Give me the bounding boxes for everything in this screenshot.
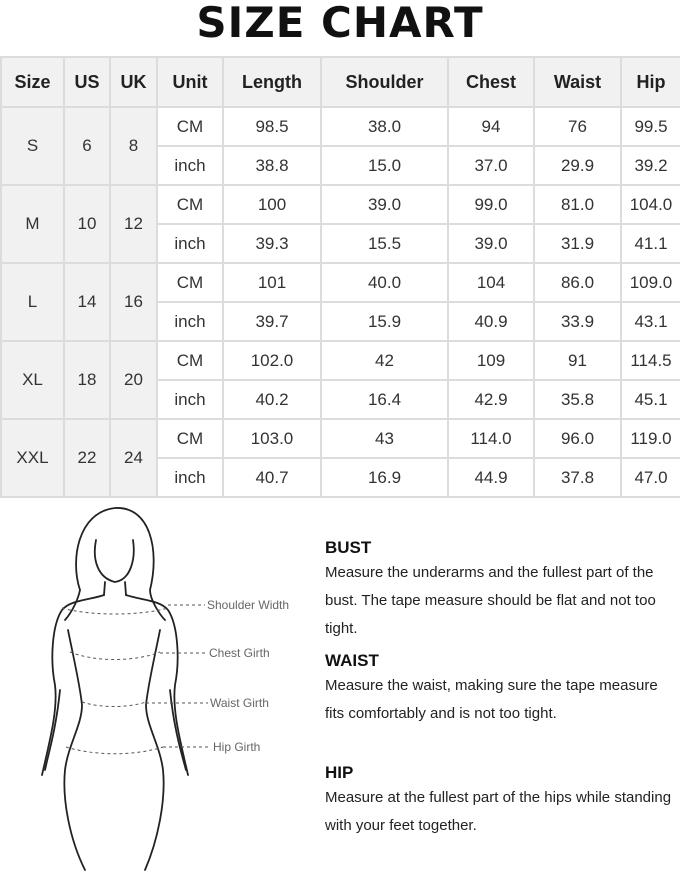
shoulder-cell: 40.0 bbox=[321, 263, 448, 302]
us-cell: 18 bbox=[64, 341, 110, 419]
unit-cell: inch bbox=[157, 380, 223, 419]
page-title: SIZE CHART bbox=[196, 0, 484, 47]
column-header: Shoulder bbox=[321, 57, 448, 107]
length-cell: 98.5 bbox=[223, 107, 321, 146]
waist-cell: 81.0 bbox=[534, 185, 621, 224]
size-cell: XL bbox=[1, 341, 64, 419]
us-cell: 14 bbox=[64, 263, 110, 341]
table-row bbox=[1, 263, 680, 302]
hip-cell: 39.2 bbox=[621, 146, 680, 185]
chest-cell: 114.0 bbox=[448, 419, 534, 458]
size-cell: M bbox=[1, 185, 64, 263]
hip-cell: 104.0 bbox=[621, 185, 680, 224]
shoulder-cell: 43 bbox=[321, 419, 448, 458]
unit-cell: inch bbox=[157, 458, 223, 497]
table-row bbox=[1, 107, 680, 146]
shoulder-width-label: Shoulder Width bbox=[207, 598, 290, 612]
uk-cell: 20 bbox=[110, 341, 157, 419]
chest-cell: 42.9 bbox=[448, 380, 534, 419]
unit-cell: CM bbox=[157, 419, 223, 458]
size-chart-table bbox=[0, 56, 680, 498]
hip-cell: 119.0 bbox=[621, 419, 680, 458]
shoulder-cell: 42 bbox=[321, 341, 448, 380]
body-figure-illustration bbox=[0, 500, 320, 873]
waist-cell: 31.9 bbox=[534, 224, 621, 263]
bust-section bbox=[325, 537, 675, 643]
waist-cell: 96.0 bbox=[534, 419, 621, 458]
hip-cell: 47.0 bbox=[621, 458, 680, 497]
shoulder-cell: 16.9 bbox=[321, 458, 448, 497]
size-cell: L bbox=[1, 263, 64, 341]
chest-cell: 104 bbox=[448, 263, 534, 302]
chest-cell: 44.9 bbox=[448, 458, 534, 497]
chest-cell: 99.0 bbox=[448, 185, 534, 224]
unit-cell: inch bbox=[157, 302, 223, 341]
column-header: Waist bbox=[534, 57, 621, 107]
bust-heading: BUST bbox=[325, 538, 372, 557]
table-row bbox=[1, 419, 680, 458]
length-cell: 100 bbox=[223, 185, 321, 224]
uk-cell: 12 bbox=[110, 185, 157, 263]
hip-section bbox=[325, 762, 675, 840]
table-row bbox=[1, 341, 680, 380]
hip-cell: 43.1 bbox=[621, 302, 680, 341]
length-cell: 39.7 bbox=[223, 302, 321, 341]
waist-cell: 76 bbox=[534, 107, 621, 146]
hip-cell: 41.1 bbox=[621, 224, 680, 263]
unit-cell: CM bbox=[157, 185, 223, 224]
column-header: Hip bbox=[621, 57, 680, 107]
length-cell: 101 bbox=[223, 263, 321, 302]
waist-heading: WAIST bbox=[325, 651, 379, 670]
hip-heading: HIP bbox=[325, 763, 354, 782]
waist-cell: 86.0 bbox=[534, 263, 621, 302]
waist-cell: 33.9 bbox=[534, 302, 621, 341]
bust-description: Measure the underarms and the fullest part of the bust. The tape measure should be flat and not too tight. bbox=[325, 564, 656, 637]
hip-cell: 99.5 bbox=[621, 107, 680, 146]
size-cell: XXL bbox=[1, 419, 64, 497]
waist-girth-label: Waist Girth bbox=[210, 696, 269, 710]
figure-labels bbox=[207, 598, 289, 754]
shoulder-cell: 16.4 bbox=[321, 380, 448, 419]
uk-cell: 16 bbox=[110, 263, 157, 341]
uk-cell: 8 bbox=[110, 107, 157, 185]
waist-cell: 91 bbox=[534, 341, 621, 380]
waist-cell: 29.9 bbox=[534, 146, 621, 185]
unit-cell: CM bbox=[157, 341, 223, 380]
size-cell: S bbox=[1, 107, 64, 185]
column-header: Chest bbox=[448, 57, 534, 107]
table-row bbox=[1, 185, 680, 224]
hip-description: Measure at the fullest part of the hips while standing with your feet together. bbox=[325, 789, 672, 834]
chest-cell: 39.0 bbox=[448, 224, 534, 263]
chest-girth-label: Chest Girth bbox=[209, 646, 270, 660]
length-cell: 38.8 bbox=[223, 146, 321, 185]
measurement-lines bbox=[62, 605, 211, 754]
waist-section bbox=[325, 650, 675, 728]
column-header: Unit bbox=[157, 57, 223, 107]
header-row bbox=[1, 57, 680, 107]
hip-cell: 45.1 bbox=[621, 380, 680, 419]
shoulder-cell: 15.5 bbox=[321, 224, 448, 263]
hip-girth-label: Hip Girth bbox=[213, 740, 261, 754]
unit-cell: CM bbox=[157, 107, 223, 146]
uk-cell: 24 bbox=[110, 419, 157, 497]
chest-cell: 40.9 bbox=[448, 302, 534, 341]
waist-description: Measure the waist, making sure the tape measure fits comfortably and is not too tight. bbox=[325, 677, 658, 722]
length-cell: 103.0 bbox=[223, 419, 321, 458]
hip-cell: 114.5 bbox=[621, 341, 680, 380]
column-header: US bbox=[64, 57, 110, 107]
chest-cell: 109 bbox=[448, 341, 534, 380]
hip-cell: 109.0 bbox=[621, 263, 680, 302]
shoulder-cell: 38.0 bbox=[321, 107, 448, 146]
column-header: UK bbox=[110, 57, 157, 107]
length-cell: 40.2 bbox=[223, 380, 321, 419]
waist-cell: 37.8 bbox=[534, 458, 621, 497]
shoulder-cell: 15.0 bbox=[321, 146, 448, 185]
shoulder-cell: 39.0 bbox=[321, 185, 448, 224]
shoulder-cell: 15.9 bbox=[321, 302, 448, 341]
us-cell: 22 bbox=[64, 419, 110, 497]
column-header: Size bbox=[1, 57, 64, 107]
waist-cell: 35.8 bbox=[534, 380, 621, 419]
unit-cell: CM bbox=[157, 263, 223, 302]
unit-cell: inch bbox=[157, 224, 223, 263]
length-cell: 102.0 bbox=[223, 341, 321, 380]
chest-cell: 94 bbox=[448, 107, 534, 146]
length-cell: 39.3 bbox=[223, 224, 321, 263]
female-silhouette bbox=[42, 508, 188, 870]
us-cell: 10 bbox=[64, 185, 110, 263]
length-cell: 40.7 bbox=[223, 458, 321, 497]
column-header: Length bbox=[223, 57, 321, 107]
unit-cell: inch bbox=[157, 146, 223, 185]
chest-cell: 37.0 bbox=[448, 146, 534, 185]
us-cell: 6 bbox=[64, 107, 110, 185]
